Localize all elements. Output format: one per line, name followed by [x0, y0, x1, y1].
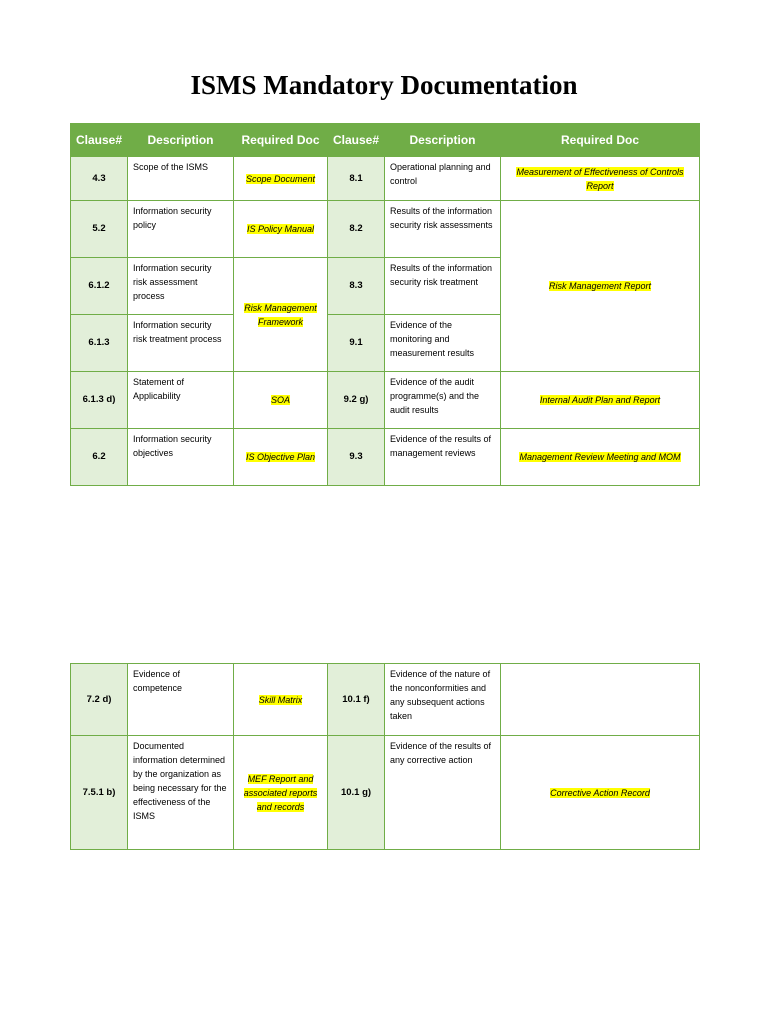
clause-cell: 8.3: [328, 258, 385, 315]
required-doc-cell: [234, 372, 328, 429]
description-cell: Results of the information security risk treatment: [385, 258, 501, 315]
clause-cell: 8.1: [328, 157, 385, 201]
clause-cell: 6.2: [71, 429, 128, 486]
required-doc: Scope Document: [245, 173, 316, 184]
clause-cell: 6.1.3: [71, 315, 128, 372]
header-required-doc: Required Doc: [234, 124, 328, 157]
clause-cell: 8.2: [328, 201, 385, 258]
clause-cell: 9.3: [328, 429, 385, 486]
required-doc: IS Objective Plan: [245, 452, 316, 462]
required-doc: Measurement of Effectiveness of Controls Report: [516, 166, 684, 191]
required-doc-cell: [234, 157, 328, 201]
table-row: [71, 201, 700, 258]
clause-cell: 9.1: [328, 315, 385, 372]
description-cell: Information security objectives: [128, 429, 234, 486]
description-cell: Results of the information security risk assessments: [385, 201, 501, 258]
clause-cell: 6.1.2: [71, 258, 128, 315]
header-description: Description: [128, 124, 234, 157]
required-doc-cell: [234, 201, 328, 258]
description-cell: Evidence of the monitoring and measurement results: [385, 315, 501, 372]
required-doc: Risk Management Report: [548, 281, 652, 291]
table-header-row: [71, 124, 700, 157]
required-doc-cell: [234, 736, 328, 850]
required-doc-cell: [501, 736, 700, 850]
table-row: [71, 736, 700, 850]
required-doc-cell: [501, 372, 700, 429]
required-doc: Corrective Action Record: [550, 787, 650, 798]
description-cell: Evidence of the results of any corrective action: [385, 736, 501, 850]
required-doc: Internal Audit Plan and Report: [539, 395, 661, 405]
header-clause: Clause#: [71, 124, 128, 157]
table-row: [71, 157, 700, 201]
description-cell: Information security risk treatment process: [128, 315, 234, 372]
required-doc-cell: [234, 429, 328, 486]
required-doc: SOA: [270, 395, 290, 405]
required-doc: IS Policy Manual: [246, 224, 315, 234]
required-doc-cell: [501, 201, 700, 372]
documentation-table: [70, 123, 700, 486]
description-cell: Information security policy: [128, 201, 234, 258]
description-cell: Documented information determined by the organization as being necessary for the effectiveness of the ISMS: [128, 736, 234, 850]
table-row: [71, 429, 700, 486]
description-cell: Information security risk assessment process: [128, 258, 234, 315]
description-cell: Evidence of the results of management reviews: [385, 429, 501, 486]
clause-cell: 10.1 g): [328, 736, 385, 850]
clause-cell: 6.1.3 d): [71, 372, 128, 429]
header-description: Description: [385, 124, 501, 157]
page-title: ISMS Mandatory Documentation: [190, 70, 578, 100]
required-doc-cell: [234, 664, 328, 736]
required-doc: Management Review Meeting and MOM: [519, 452, 681, 462]
required-doc-cell: [234, 258, 328, 372]
table-row: [71, 372, 700, 429]
required-doc-cell: [501, 429, 700, 486]
required-doc: Skill Matrix: [258, 694, 303, 705]
clause-cell: 5.2: [71, 201, 128, 258]
clause-cell: 10.1 f): [328, 664, 385, 736]
description-cell: Scope of the ISMS: [128, 157, 234, 201]
table-row: [71, 664, 700, 736]
description-cell: Evidence of the nature of the nonconformities and any subsequent actions taken: [385, 664, 501, 736]
header-clause: Clause#: [328, 124, 385, 157]
description-cell: Evidence of competence: [128, 664, 234, 736]
clause-cell: 4.3: [71, 157, 128, 201]
header-required-doc: Required Doc: [501, 124, 700, 157]
clause-cell: 7.2 d): [71, 664, 128, 736]
required-doc-cell: [501, 157, 700, 201]
required-doc: Risk Management Framework: [244, 302, 317, 327]
required-doc: MEF Report and associated reports and records: [243, 773, 318, 812]
description-cell: Operational planning and control: [385, 157, 501, 201]
documentation-table-continued: [70, 663, 700, 850]
clause-cell: 7.5.1 b): [71, 736, 128, 850]
description-cell: Evidence of the audit programme(s) and the audit results: [385, 372, 501, 429]
required-doc-cell: [501, 664, 700, 736]
description-cell: Statement of Applicability: [128, 372, 234, 429]
clause-cell: 9.2 g): [328, 372, 385, 429]
